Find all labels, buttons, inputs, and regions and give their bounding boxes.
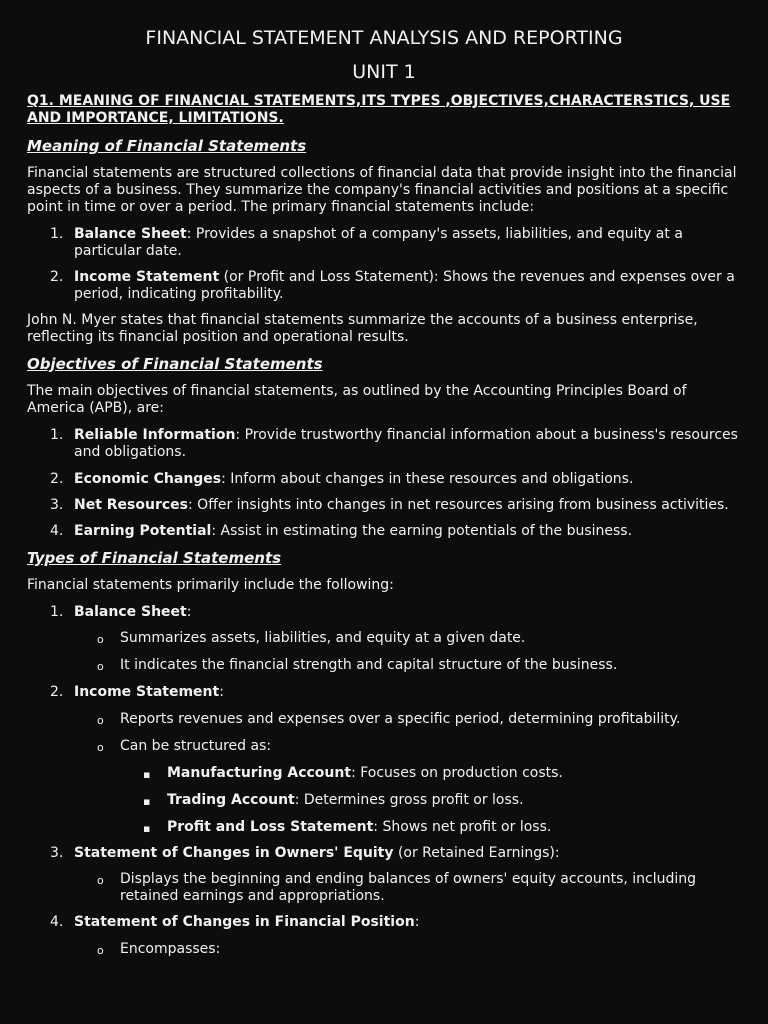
item-text: : Inform about changes in these resources and obligations. bbox=[221, 471, 634, 487]
item-text: : Provides a snapshot of a company's assets, liabilities, and equity at a particular date. bbox=[74, 226, 683, 259]
circle-bullet-icon: o bbox=[97, 714, 104, 727]
item-term: Earning Potential bbox=[74, 523, 212, 539]
list-item bbox=[74, 427, 744, 461]
item-text: : Focuses on production costs. bbox=[351, 765, 563, 781]
list-item bbox=[74, 604, 744, 621]
list-number: 1. bbox=[50, 226, 64, 242]
item-text: : Shows net profit or loss. bbox=[373, 819, 552, 835]
circle-bullet-icon: o bbox=[97, 874, 104, 887]
meaning-heading: Meaning of Financial Statements bbox=[27, 137, 307, 155]
sub-sub-item bbox=[167, 819, 737, 836]
item-term: Income Statement bbox=[74, 269, 220, 285]
list-number: 3. bbox=[50, 845, 64, 861]
sub-item: Can be structured as: bbox=[120, 738, 272, 754]
list-number: 1. bbox=[50, 427, 64, 443]
circle-bullet-icon: o bbox=[97, 633, 104, 646]
meaning-intro: Financial statements are structured collections of financial data that provide insight into the financial aspects of a business. They summarize the company's financial activities and positions at a specific point in time or over a period. The primary financial statements include: bbox=[27, 165, 737, 215]
item-term: Net Resources bbox=[74, 497, 189, 513]
list-item bbox=[74, 523, 744, 540]
item-term: Balance Sheet bbox=[74, 604, 187, 620]
item-text: : bbox=[186, 604, 192, 620]
objectives-heading: Objectives of Financial Statements bbox=[27, 355, 323, 373]
item-text: : bbox=[414, 914, 420, 930]
list-number: 1. bbox=[50, 604, 64, 620]
item-term: Economic Changes bbox=[74, 471, 222, 487]
square-bullet-icon: ▪ bbox=[143, 795, 151, 808]
item-text: : bbox=[219, 684, 224, 700]
item-text: : Assist in estimating the earning potentials of the business. bbox=[211, 523, 633, 539]
unit-title: UNIT 1 bbox=[352, 61, 416, 83]
sub-item: Reports revenues and expenses over a specific period, determining profitability. bbox=[120, 711, 681, 727]
item-text: (or Profit and Loss Statement): Shows the revenues and expenses over a period, indicating profitability. bbox=[74, 269, 735, 302]
list-number: 4. bbox=[50, 523, 64, 539]
list-number: 4. bbox=[50, 914, 64, 930]
types-heading: Types of Financial Statements bbox=[27, 549, 282, 567]
square-bullet-icon: ▪ bbox=[143, 822, 151, 835]
circle-bullet-icon: o bbox=[97, 944, 104, 957]
item-term: Manufacturing Account bbox=[167, 765, 352, 781]
item-text: : Provide trustworthy financial information about a business's resources and obligations. bbox=[74, 427, 738, 460]
myer-quote: John N. Myer states that financial statements summarize the accounts of a business enterprise, reflecting its financial position and operational results. bbox=[27, 312, 698, 345]
item-term: Income Statement bbox=[74, 684, 220, 700]
list-item bbox=[74, 269, 744, 303]
item-term: Reliable Information bbox=[74, 427, 236, 443]
circle-bullet-icon: o bbox=[97, 741, 104, 754]
list-item bbox=[74, 226, 744, 260]
square-bullet-icon: ▪ bbox=[143, 768, 151, 781]
list-number: 3. bbox=[50, 497, 64, 513]
sub-sub-item bbox=[167, 765, 737, 782]
sub-item: Encompasses: bbox=[120, 941, 221, 957]
circle-bullet-icon: o bbox=[97, 660, 104, 673]
sub-item: Displays the beginning and ending balances of owners' equity accounts, including retained earnings and appropriations. bbox=[120, 871, 697, 904]
sub-sub-item bbox=[167, 792, 737, 809]
sub-item: Summarizes assets, liabilities, and equity at a given date. bbox=[120, 630, 526, 646]
document-title: FINANCIAL STATEMENT ANALYSIS AND REPORTING bbox=[145, 27, 623, 49]
item-term: Balance Sheet bbox=[74, 226, 187, 242]
list-item bbox=[74, 684, 744, 701]
types-intro: Financial statements primarily include the following: bbox=[27, 577, 394, 593]
item-term: Trading Account bbox=[167, 792, 295, 808]
objectives-intro: The main objectives of financial statements, as outlined by the Accounting Principles Board of America (APB), are: bbox=[27, 383, 687, 416]
item-term: Profit and Loss Statement bbox=[167, 819, 374, 835]
list-item bbox=[74, 471, 744, 488]
sub-item: It indicates the financial strength and capital structure of the business. bbox=[120, 657, 618, 673]
item-term: Statement of Changes in Owners' Equity bbox=[74, 845, 394, 861]
item-text: (or Retained Earnings): bbox=[393, 845, 560, 861]
list-number: 2. bbox=[50, 269, 64, 285]
question-heading: Q1. MEANING OF FINANCIAL STATEMENTS,ITS TYPES ,OBJECTIVES,CHARACTERSTICS, USE AND IMPORTANCE, LIMITATIONS. bbox=[27, 93, 731, 126]
item-text: : Offer insights into changes in net resources arising from business activities. bbox=[188, 497, 729, 513]
item-text: : Determines gross profit or loss. bbox=[294, 792, 524, 808]
list-item bbox=[74, 914, 744, 931]
list-number: 2. bbox=[50, 471, 64, 487]
item-term: Statement of Changes in Financial Position bbox=[74, 914, 415, 930]
list-number: 2. bbox=[50, 684, 64, 700]
list-item bbox=[74, 845, 744, 862]
list-item bbox=[74, 497, 744, 514]
